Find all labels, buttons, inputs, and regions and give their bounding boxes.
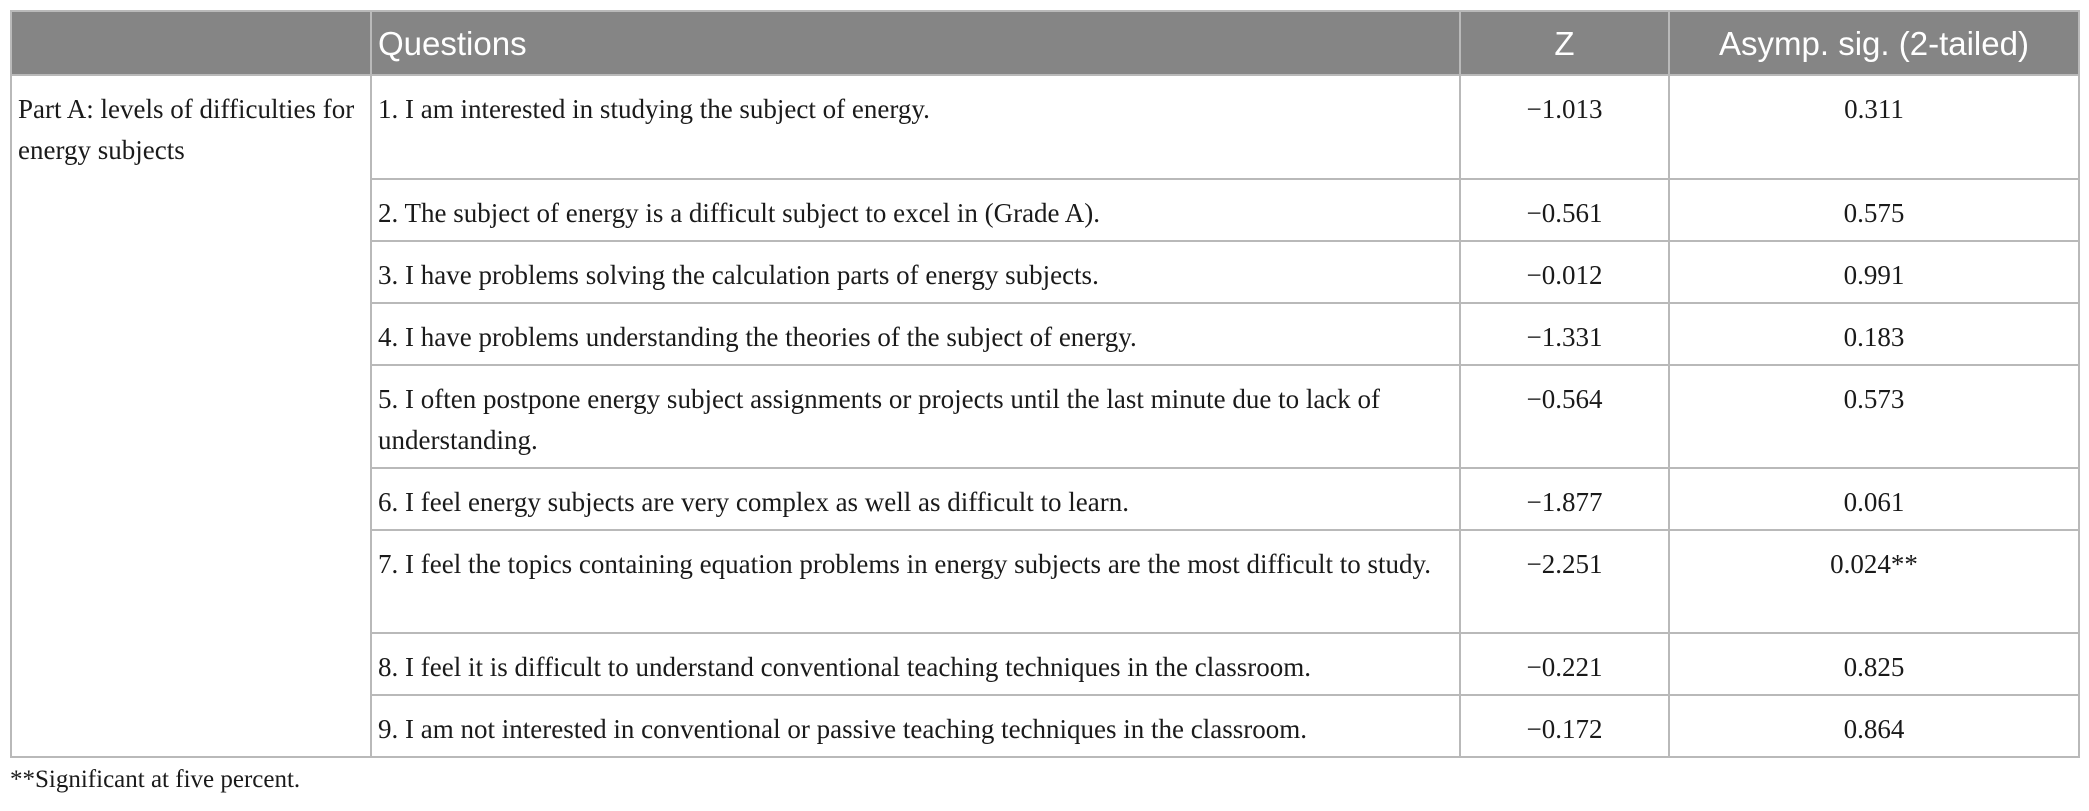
sig-cell: 0.311 <box>1669 75 2079 179</box>
question-cell: 4. I have problems understanding the theories of the subject of energy. <box>371 303 1460 365</box>
results-table <box>10 10 2080 758</box>
sig-cell: 0.864 <box>1669 695 2079 757</box>
header-sig: Asymp. sig. (2-tailed) <box>1669 11 2079 75</box>
z-cell: −0.564 <box>1460 365 1669 468</box>
table-row <box>11 75 2079 179</box>
question-cell: 5. I often postpone energy subject assignments or projects until the last minute due to lack of understanding. <box>371 365 1460 468</box>
question-cell: 8. I feel it is difficult to understand conventional teaching techniques in the classroom. <box>371 633 1460 695</box>
question-cell: 9. I am not interested in conventional or passive teaching techniques in the classroom. <box>371 695 1460 757</box>
part-label: Part A: levels of difficulties for energy subjects <box>11 75 371 757</box>
z-cell: −0.221 <box>1460 633 1669 695</box>
header-z: Z <box>1460 11 1669 75</box>
header-part <box>11 11 371 75</box>
header-row <box>11 11 2079 75</box>
question-cell: 7. I feel the topics containing equation problems in energy subjects are the most difficult to study. <box>371 530 1460 633</box>
z-cell: −1.013 <box>1460 75 1669 179</box>
z-cell: −0.172 <box>1460 695 1669 757</box>
question-cell: 3. I have problems solving the calculation parts of energy subjects. <box>371 241 1460 303</box>
header-questions: Questions <box>371 11 1460 75</box>
z-cell: −2.251 <box>1460 530 1669 633</box>
question-cell: 2. The subject of energy is a difficult subject to excel in (Grade A). <box>371 179 1460 241</box>
z-cell: −0.012 <box>1460 241 1669 303</box>
z-cell: −0.561 <box>1460 179 1669 241</box>
question-cell: 6. I feel energy subjects are very complex as well as difficult to learn. <box>371 468 1460 530</box>
z-cell: −1.877 <box>1460 468 1669 530</box>
sig-cell: 0.825 <box>1669 633 2079 695</box>
sig-cell: 0.061 <box>1669 468 2079 530</box>
question-cell: 1. I am interested in studying the subject of energy. <box>371 75 1460 179</box>
footnote: **Significant at five percent. <box>10 766 301 793</box>
sig-cell: 0.183 <box>1669 303 2079 365</box>
sig-cell: 0.575 <box>1669 179 2079 241</box>
sig-cell: 0.024** <box>1669 530 2079 633</box>
sig-cell: 0.991 <box>1669 241 2079 303</box>
sig-cell: 0.573 <box>1669 365 2079 468</box>
z-cell: −1.331 <box>1460 303 1669 365</box>
